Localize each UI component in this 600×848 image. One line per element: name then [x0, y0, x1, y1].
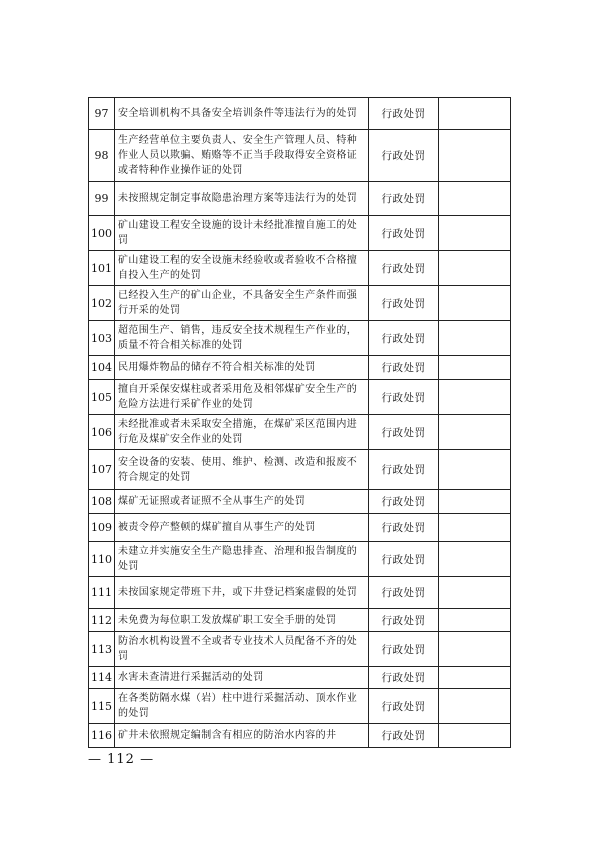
row-number: 108 — [89, 490, 115, 514]
remarks-cell — [439, 415, 511, 450]
row-number: 110 — [89, 542, 115, 577]
row-number: 104 — [89, 356, 115, 380]
penalty-item: 未按国家规定带班下井，或下井登记档案虚假的处罚 — [115, 577, 369, 609]
table-row — [89, 216, 511, 251]
penalty-type: 行政处罚 — [369, 514, 439, 542]
row-number: 97 — [89, 98, 115, 130]
table-row — [89, 321, 511, 356]
table-row — [89, 490, 511, 514]
penalty-item: 民用爆炸物品的储存不符合相关标准的处罚 — [115, 356, 369, 380]
table-row — [89, 182, 511, 216]
penalty-item: 未按照规定制定事故隐患治理方案等违法行为的处罚 — [115, 182, 369, 216]
row-number: 105 — [89, 380, 115, 415]
table-row — [89, 130, 511, 182]
table-row — [89, 251, 511, 286]
remarks-cell — [439, 130, 511, 182]
penalty-type: 行政处罚 — [369, 216, 439, 251]
row-number: 103 — [89, 321, 115, 356]
page-number: — 112 — — [88, 752, 155, 767]
penalty-item: 未建立并实施安全生产隐患排查、治理和报告制度的处罚 — [115, 542, 369, 577]
table-row — [89, 514, 511, 542]
penalty-item: 被责令停产整顿的煤矿擅自从事生产的处罚 — [115, 514, 369, 542]
row-number: 111 — [89, 577, 115, 609]
penalty-type: 行政处罚 — [369, 542, 439, 577]
remarks-cell — [439, 490, 511, 514]
penalty-type: 行政处罚 — [369, 380, 439, 415]
remarks-cell — [439, 251, 511, 286]
penalty-type: 行政处罚 — [369, 632, 439, 667]
remarks-cell — [439, 609, 511, 632]
table-row — [89, 380, 511, 415]
penalty-type: 行政处罚 — [369, 577, 439, 609]
remarks-cell — [439, 689, 511, 724]
table-row — [89, 689, 511, 724]
remarks-cell — [439, 182, 511, 216]
penalty-item: 未经批准或者未采取安全措施，在煤矿采区范围内进行危及煤矿安全作业的处罚 — [115, 415, 369, 450]
row-number: 102 — [89, 286, 115, 321]
remarks-cell — [439, 356, 511, 380]
row-number: 112 — [89, 609, 115, 632]
row-number: 99 — [89, 182, 115, 216]
penalty-type: 行政处罚 — [369, 415, 439, 450]
table-row — [89, 286, 511, 321]
remarks-cell — [439, 450, 511, 490]
table-row — [89, 450, 511, 490]
penalty-type: 行政处罚 — [369, 450, 439, 490]
penalty-type: 行政处罚 — [369, 321, 439, 356]
remarks-cell — [439, 542, 511, 577]
penalty-type: 行政处罚 — [369, 356, 439, 380]
remarks-cell — [439, 667, 511, 689]
penalty-items-table — [88, 97, 511, 748]
table-row — [89, 577, 511, 609]
table-row — [89, 542, 511, 577]
row-number: 115 — [89, 689, 115, 724]
remarks-cell — [439, 216, 511, 251]
remarks-cell — [439, 724, 511, 748]
penalty-item: 防治水机构设置不全或者专业技术人员配备不齐的处罚 — [115, 632, 369, 667]
penalty-type: 行政处罚 — [369, 609, 439, 632]
row-number: 109 — [89, 514, 115, 542]
row-number: 116 — [89, 724, 115, 748]
table-row — [89, 356, 511, 380]
penalty-item: 矿山建设工程安全设施的设计未经批准擅自施工的处罚 — [115, 216, 369, 251]
penalty-item: 安全培训机构不具备安全培训条件等违法行为的处罚 — [115, 98, 369, 130]
table-row — [89, 667, 511, 689]
penalty-type: 行政处罚 — [369, 286, 439, 321]
penalty-item: 未免费为每位职工发放煤矿职工安全手册的处罚 — [115, 609, 369, 632]
penalty-item: 矿山建设工程的安全设施未经验收或者验收不合格擅自投入生产的处罚 — [115, 251, 369, 286]
penalty-type: 行政处罚 — [369, 689, 439, 724]
row-number: 106 — [89, 415, 115, 450]
table-body — [89, 98, 511, 748]
penalty-type: 行政处罚 — [369, 182, 439, 216]
penalty-item: 矿井未依照规定编制含有相应的防治水内容的井 — [115, 724, 369, 748]
penalty-item: 在各类防隔水煤（岩）柱中进行采掘活动、顶水作业的处罚 — [115, 689, 369, 724]
penalty-item: 擅自开采保安煤柱或者采用危及相邻煤矿安全生产的危险方法进行采矿作业的处罚 — [115, 380, 369, 415]
penalty-item: 煤矿无证照或者证照不全从事生产的处罚 — [115, 490, 369, 514]
table-row — [89, 632, 511, 667]
remarks-cell — [439, 98, 511, 130]
penalty-item: 已经投入生产的矿山企业，不具备安全生产条件而强行开采的处罚 — [115, 286, 369, 321]
remarks-cell — [439, 286, 511, 321]
row-number: 107 — [89, 450, 115, 490]
penalty-type: 行政处罚 — [369, 130, 439, 182]
penalty-item: 生产经营单位主要负责人、安全生产管理人员、特种作业人员以欺骗、贿赂等不正当手段取得安全资格证或者特种作业操作证的处罚 — [115, 130, 369, 182]
row-number: 113 — [89, 632, 115, 667]
remarks-cell — [439, 514, 511, 542]
penalty-type: 行政处罚 — [369, 98, 439, 130]
row-number: 101 — [89, 251, 115, 286]
row-number: 98 — [89, 130, 115, 182]
penalty-item: 水害未查清进行采掘活动的处罚 — [115, 667, 369, 689]
remarks-cell — [439, 577, 511, 609]
table-row — [89, 609, 511, 632]
penalty-type: 行政处罚 — [369, 251, 439, 286]
table-row — [89, 724, 511, 748]
penalty-type: 行政处罚 — [369, 490, 439, 514]
table-row — [89, 415, 511, 450]
penalty-type: 行政处罚 — [369, 667, 439, 689]
remarks-cell — [439, 321, 511, 356]
table-row — [89, 98, 511, 130]
remarks-cell — [439, 632, 511, 667]
remarks-cell — [439, 380, 511, 415]
penalty-item: 安全设备的安装、使用、维护、检测、改造和报废不符合规定的处罚 — [115, 450, 369, 490]
row-number: 114 — [89, 667, 115, 689]
penalty-type: 行政处罚 — [369, 724, 439, 748]
penalty-item: 超范围生产、销售，违反安全技术规程生产作业的，质量不符合相关标准的处罚 — [115, 321, 369, 356]
row-number: 100 — [89, 216, 115, 251]
